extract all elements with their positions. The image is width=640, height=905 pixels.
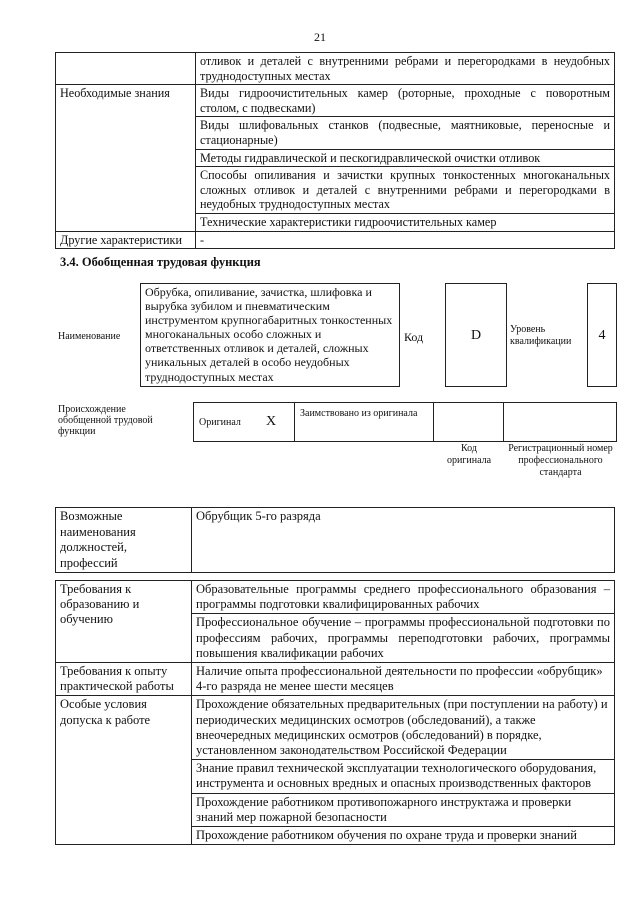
- table-row: [56, 508, 615, 573]
- requirement-item: Профессиональное обучение – программы профессиональной подготовки по профессиям рабочих, программы переподготовки рабочих, программы повышения квалификации рабочих: [192, 614, 615, 663]
- level-label: Уровень квалификации: [510, 324, 572, 347]
- table-row: [56, 53, 615, 85]
- divider: [433, 402, 434, 442]
- knowledge-table: [55, 52, 615, 249]
- row-label: [56, 53, 196, 85]
- code-value: D: [470, 328, 482, 343]
- row-value: Виды шлифовальных станков (подвесные, маятниковые, переносные и стационарные): [196, 117, 615, 149]
- experience-label: Требования к опыту практической работы: [56, 663, 192, 696]
- reg-number-caption: Регистрационный номер профессионального стандарта: [508, 443, 613, 478]
- requirement-item: Прохождение обязательных предварительных (при поступлении на работу) и периодических медицинских осмотров (обследований), а также внеочередных медицинских осмотров (обследований) в порядке, установленном законодательством Российской Федерации: [192, 696, 615, 760]
- code-original-caption: Код оригинала: [446, 443, 492, 466]
- code-label: Код: [404, 330, 424, 344]
- divider: [503, 402, 504, 442]
- name-label: Наименование: [58, 331, 121, 342]
- row-label-other: Другие характеристики: [56, 231, 196, 249]
- positions-label: Возможные наименования должностей, профессий: [56, 508, 192, 573]
- row-value: Виды гидроочистительных камер (роторные, проходные с поворотным столом, с подвесками): [196, 85, 615, 117]
- requirement-item: Наличие опыта профессиональной деятельности по профессии «обрубщик» 4-го разряда не менее шести месяцев: [192, 663, 615, 696]
- row-value: отливок и деталей с внутренними ребрами и перегородками в неудобных труднодоступных местах: [196, 53, 615, 85]
- table-row: [56, 581, 615, 614]
- page-number: 21: [314, 30, 326, 44]
- row-value: Методы гидравлической и пескогидравлической очистки отливок: [196, 149, 615, 167]
- row-value: -: [196, 231, 615, 249]
- row-value: Способы опиливания и зачистки крупных тонкостенных многоканальных сложных отливок и деталей с внутренними ребрами и перегородками в неудобных труднодоступных местах: [196, 167, 615, 214]
- original-label: Оригинал: [199, 417, 241, 428]
- requirement-item: Знание правил технической эксплуатации технологического оборудования, инструмента и основных вредных и опасных производственных факторов: [192, 760, 615, 793]
- function-name: Обрубка, опиливание, зачистка, шлифовка и вырубка зубилом и пневматическим инструментом крупногабаритных тонкостенных многоканальных особо сложных и ответственных отливок и деталей, сложных уникальных деталей в особо неудобных труднодоступных местах: [140, 283, 400, 387]
- positions-table: [55, 507, 615, 573]
- section-heading: 3.4. Обобщенная трудовая функция: [60, 255, 261, 269]
- table-row: [56, 663, 615, 696]
- table-row: [56, 85, 615, 117]
- origin-label: Происхождение обобщенной трудовой функции: [58, 404, 153, 437]
- table-row: [56, 231, 615, 249]
- borrowed-label: Заимствовано из оригинала: [300, 408, 418, 419]
- requirement-item: Прохождение работником противопожарного инструктажа и проверки знаний мер пожарной безопасности: [192, 793, 615, 826]
- education-label: Требования к образованию и обучению: [56, 581, 192, 663]
- level-value: 4: [598, 328, 606, 343]
- original-mark: X: [266, 414, 277, 429]
- requirement-item: Образовательные программы среднего профессионального образования – программы подготовки квалифицированных рабочих: [192, 581, 615, 614]
- requirements-table: [55, 580, 615, 845]
- requirement-item: Прохождение работником обучения по охране труда и проверки знаний: [192, 827, 615, 845]
- row-label-knowledge: Необходимые знания: [56, 85, 196, 231]
- table-row: [56, 696, 615, 760]
- divider: [294, 402, 295, 442]
- positions-value: Обрубщик 5-го разряда: [192, 508, 615, 573]
- admission-label: Особые условия допуска к работе: [56, 696, 192, 845]
- row-value: Технические характеристики гидроочистительных камер: [196, 213, 615, 231]
